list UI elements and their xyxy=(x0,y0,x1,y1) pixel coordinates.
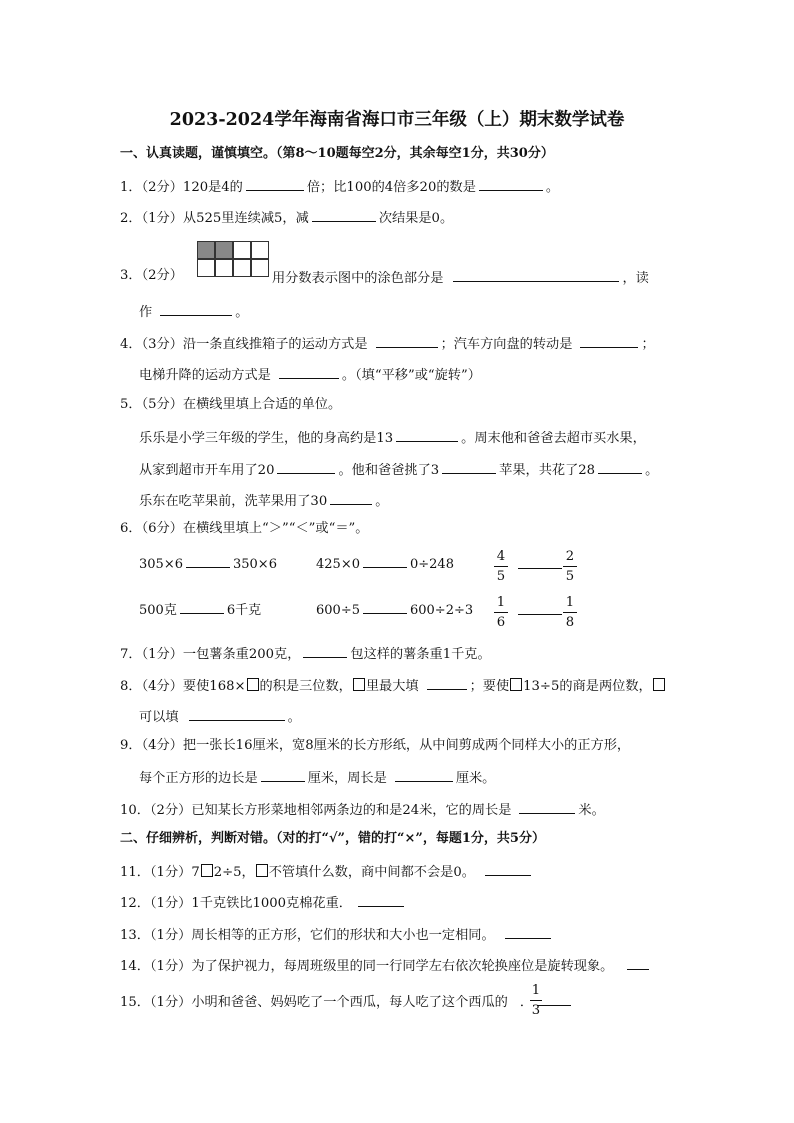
question-8-text-a: 8．（4分）要使168× xyxy=(120,679,246,694)
question-8-line-2 xyxy=(139,706,301,727)
empty-box xyxy=(201,864,213,877)
answer-blank[interactable] xyxy=(537,991,571,1006)
question-4-line-2 xyxy=(139,364,481,385)
compare-right: 0÷248 xyxy=(409,557,454,572)
answer-blank[interactable] xyxy=(519,799,575,814)
empty-box xyxy=(653,678,665,691)
question-13-text: 13．（1分）周长相等的正方形，它们的形状和大小也一定相同。 xyxy=(120,928,495,943)
answer-blank[interactable] xyxy=(505,924,551,939)
question-9-text-b: 每个正方形的边长是 xyxy=(139,771,258,786)
fraction-2-5 xyxy=(563,548,577,585)
question-4 xyxy=(120,333,655,354)
question-8-text-g: 。 xyxy=(287,710,301,725)
answer-blank[interactable] xyxy=(396,427,458,442)
question-15 xyxy=(120,991,574,1012)
question-3-prefix: 3．（2分） xyxy=(120,268,183,283)
question-15-text-b: ． xyxy=(519,995,534,1010)
question-4-text-e: 。（填“平移”或“旋转”） xyxy=(341,368,481,383)
question-3-text-b: 用分数表示图中的涂色部分是 xyxy=(272,271,444,286)
question-3-text-e: 。 xyxy=(235,305,249,320)
answer-blank[interactable] xyxy=(442,459,496,474)
fraction-numerator: 1 xyxy=(531,983,541,998)
fraction-denominator: 8 xyxy=(565,615,575,630)
answer-blank[interactable] xyxy=(376,333,438,348)
question-5-line-4 xyxy=(139,490,388,511)
answer-blank[interactable] xyxy=(279,364,339,379)
question-5-text-g: 。 xyxy=(645,463,659,478)
fraction-1-6 xyxy=(494,594,508,631)
question-4-text-d: 电梯升降的运动方式是 xyxy=(139,368,271,383)
question-2-text-a: 2．（1分）从525里连续减5，减 xyxy=(120,211,309,226)
question-12 xyxy=(120,892,407,913)
answer-blank[interactable] xyxy=(261,767,305,782)
question-5-text-i: 。 xyxy=(375,494,389,509)
answer-blank[interactable] xyxy=(598,459,642,474)
question-1-text-a: 1．（2分）120是4的 xyxy=(120,180,243,195)
question-4-text-c: ； xyxy=(641,337,655,352)
answer-blank[interactable] xyxy=(303,643,347,658)
grid-cell xyxy=(251,259,269,277)
grid-cell xyxy=(233,259,251,277)
question-1-text-b: 倍；比100的4倍多20的数是 xyxy=(306,180,476,195)
answer-blank[interactable] xyxy=(363,599,407,614)
section-2-heading: 二、仔细辨析，判断对错。（对的打“√”，错的打“×”，每题1分，共5分） xyxy=(120,831,545,846)
question-3-text-c: ，读 xyxy=(622,271,649,286)
question-4-text-b: ；汽车方向盘的转动是 xyxy=(440,337,573,352)
question-3 xyxy=(272,267,649,288)
question-7-text-b: 包这样的薯条重1千克。 xyxy=(350,647,491,662)
answer-blank[interactable] xyxy=(363,553,407,568)
fraction-numerator: 4 xyxy=(496,549,506,564)
question-2-text-b: 次结果是0。 xyxy=(378,211,454,226)
page-title: 2023-2024学年海南省海口市三年级（上）期末数学试卷 xyxy=(169,110,625,130)
compare-item xyxy=(316,553,454,572)
question-5-text-h: 乐东在吃苹果前，洗苹果用了30 xyxy=(139,494,328,509)
fraction-numerator: 1 xyxy=(565,595,575,610)
answer-blank[interactable] xyxy=(518,554,562,569)
question-11-text-a: 11．（1分）7 xyxy=(120,865,200,880)
question-10-text-b: 米。 xyxy=(578,803,605,818)
fraction-numerator: 1 xyxy=(496,595,506,610)
question-8-text-f: 可以填 xyxy=(139,710,179,725)
question-14-text: 14．（1分）为了保护视力，每周班级里的同一行同学左右依次轮换座位是旋转现象。 xyxy=(120,959,614,974)
compare-item xyxy=(139,599,261,618)
question-5-text-d: 从家到超市开车用了20 xyxy=(139,463,275,478)
fraction-denominator: 3 xyxy=(531,1003,541,1018)
compare-left: 305×6 xyxy=(139,557,183,572)
compare-item xyxy=(316,599,473,618)
question-8-text-e: 13÷5的商是两位数， xyxy=(523,679,652,694)
question-5-text-c: 。周末他和爸爸去超市买水果， xyxy=(461,431,646,446)
answer-blank[interactable] xyxy=(627,955,649,970)
answer-blank[interactable] xyxy=(189,706,285,721)
answer-blank[interactable] xyxy=(427,675,467,690)
question-11-text-b: 2÷5， xyxy=(213,865,255,880)
question-14 xyxy=(120,955,652,976)
fraction-denominator: 5 xyxy=(496,569,506,584)
empty-box xyxy=(510,678,522,691)
answer-blank[interactable] xyxy=(312,207,376,222)
question-2 xyxy=(120,207,453,228)
fraction-numerator: 2 xyxy=(565,549,575,564)
question-8 xyxy=(120,675,666,696)
fraction-4-5 xyxy=(494,548,508,585)
question-8-text-c: 里最大填 xyxy=(365,679,419,694)
question-5-text-b: 乐乐是小学三年级的学生，他的身高约是13 xyxy=(139,431,394,446)
compare-item xyxy=(139,553,277,572)
fraction-1-8 xyxy=(563,594,577,631)
question-3-text-d: 作 xyxy=(139,305,153,320)
answer-blank[interactable] xyxy=(330,490,372,505)
answer-blank[interactable] xyxy=(518,600,562,615)
compare-right: 350×6 xyxy=(232,557,277,572)
question-5-text-f: 苹果，共花了28 xyxy=(499,463,596,478)
grid-cell-shaded xyxy=(215,241,233,259)
answer-blank[interactable] xyxy=(160,301,232,316)
answer-blank[interactable] xyxy=(358,892,404,907)
question-11-text-c: 不管填什么数，商中间都不会是0。 xyxy=(268,865,475,880)
compare-right: 6千克 xyxy=(226,603,262,618)
fraction-denominator: 5 xyxy=(565,569,575,584)
question-9: 9．（4分）把一张长16厘米，宽8厘米的长方形纸，从中间剪成两个同样大小的正方形， xyxy=(120,738,631,753)
question-7 xyxy=(120,643,491,664)
question-9-text-d: 厘米。 xyxy=(455,771,496,786)
answer-blank[interactable] xyxy=(180,599,224,614)
grid-cell xyxy=(215,259,233,277)
fraction-1-3 xyxy=(530,982,542,1019)
question-12-text: 12．（1分）1千克铁比1000克棉花重． xyxy=(120,896,352,911)
section-1-heading: 一、认真读题，谨慎填空。（第8～10题每空2分，其余每空1分，共30分） xyxy=(120,146,554,161)
grid-cell xyxy=(197,259,215,277)
question-5-text-e: 。他和爸爸挑了3 xyxy=(338,463,440,478)
answer-blank[interactable] xyxy=(580,333,638,348)
answer-blank[interactable] xyxy=(246,176,304,191)
question-15-text-a: 15．（1分）小明和爸爸、妈妈吃了一个西瓜，每人吃了这个西瓜的 xyxy=(120,995,508,1010)
answer-blank[interactable] xyxy=(479,176,543,191)
fraction-grid-figure xyxy=(197,241,271,279)
question-13 xyxy=(120,924,554,945)
answer-blank[interactable] xyxy=(395,767,453,782)
answer-blank[interactable] xyxy=(453,267,619,282)
compare-right: 600÷2÷3 xyxy=(409,603,474,618)
question-3-line-2 xyxy=(139,301,248,322)
fraction-denominator: 6 xyxy=(496,615,506,630)
grid-cell xyxy=(251,241,269,259)
question-7-text-a: 7．（1分）一包薯条重200克， xyxy=(120,647,301,662)
question-9-line-2 xyxy=(139,767,495,788)
answer-blank[interactable] xyxy=(186,553,230,568)
question-4-text-a: 4．（3分）沿一条直线推箱子的运动方式是 xyxy=(120,337,368,352)
grid-cell xyxy=(233,241,251,259)
question-10 xyxy=(120,799,605,820)
grid-cell-shaded xyxy=(197,241,215,259)
question-5-line-2 xyxy=(139,427,646,448)
compare-left: 600÷5 xyxy=(316,603,360,618)
empty-box xyxy=(256,864,268,877)
question-8-text-d: ；要使 xyxy=(469,679,510,694)
question-1 xyxy=(120,176,559,197)
question-10-text-a: 10．（2分）已知某长方形菜地相邻两条边的和是24米，它的周长是 xyxy=(120,803,512,818)
question-5-line-3 xyxy=(139,459,658,480)
empty-box xyxy=(247,678,259,691)
compare-left: 500克 xyxy=(139,603,177,618)
empty-box xyxy=(353,678,365,691)
answer-blank[interactable] xyxy=(485,861,531,876)
question-11 xyxy=(120,861,534,882)
question-1-text-c: 。 xyxy=(545,180,560,195)
question-6: 6．（6分）在横线里填上“＞”“＜”或“＝”。 xyxy=(120,521,369,536)
question-5: 5．（5分）在横线里填上合适的单位。 xyxy=(120,397,342,412)
answer-blank[interactable] xyxy=(277,459,335,474)
question-8-text-b: 的积是三位数， xyxy=(259,679,352,694)
compare-left: 425×0 xyxy=(316,557,360,572)
question-9-text-c: 厘米，周长是 xyxy=(307,771,387,786)
